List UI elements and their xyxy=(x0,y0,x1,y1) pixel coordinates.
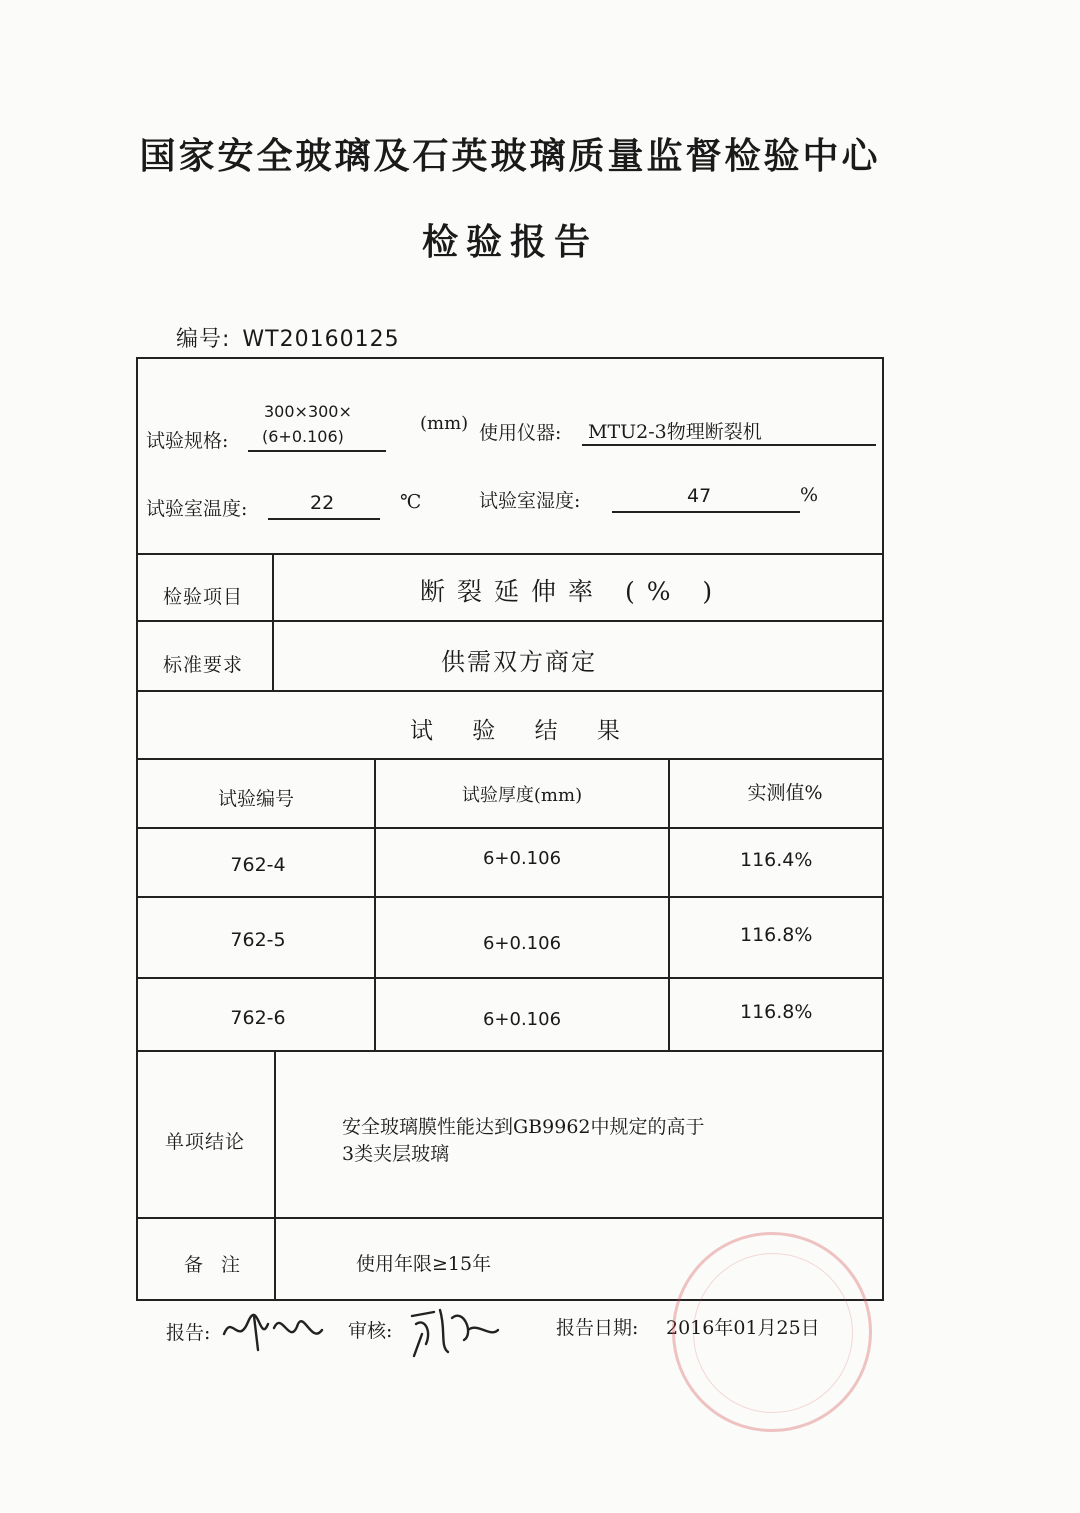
spec-underline xyxy=(248,450,386,452)
conclusion-line2: 3类夹层玻璃 xyxy=(342,1143,450,1165)
report-date-label: 报告日期: xyxy=(556,1317,639,1339)
standard-value: 供需双方商定 xyxy=(441,648,597,676)
divider xyxy=(136,758,884,760)
row-measured: 116.8% xyxy=(740,1001,813,1023)
temp-label: 试验室温度: xyxy=(146,498,248,520)
report-date-value: 2016年01月25日 xyxy=(666,1317,820,1339)
row-measured: 116.8% xyxy=(740,924,813,946)
remarks-value: 使用年限≥15年 xyxy=(356,1253,492,1275)
page-subtitle: 检验报告 xyxy=(421,222,598,263)
column-header-measured: 实测值% xyxy=(747,782,823,804)
item-value: 断裂延伸率 (% ) xyxy=(420,577,725,606)
standard-label: 标准要求 xyxy=(163,654,244,676)
official-seal-icon xyxy=(672,1232,872,1432)
row-id: 762-6 xyxy=(230,1007,286,1029)
row-thickness: 6+0.106 xyxy=(482,848,562,869)
divider xyxy=(136,690,884,692)
humidity-unit: % xyxy=(800,484,819,506)
row-thickness: 6+0.106 xyxy=(482,933,562,954)
divider xyxy=(136,553,884,555)
instrument-label: 使用仪器: xyxy=(479,422,562,444)
remarks-label: 备 注 xyxy=(184,1254,247,1276)
spec-value-line2: (6+0.106) xyxy=(262,427,344,446)
divider xyxy=(136,977,884,979)
row-thickness: 6+0.106 xyxy=(482,1009,562,1030)
reviewer-signature xyxy=(404,1300,504,1360)
divider xyxy=(274,1050,276,1301)
reporter-signature xyxy=(218,1304,328,1354)
row-id: 762-4 xyxy=(230,854,286,876)
temp-underline xyxy=(268,518,380,520)
divider xyxy=(272,553,274,691)
report-number xyxy=(176,322,400,353)
spec-unit: (mm) xyxy=(420,413,469,434)
reviewer-label: 审核: xyxy=(348,1320,393,1342)
temp-value: 22 xyxy=(310,492,335,514)
divider xyxy=(136,1217,884,1219)
report-number-value: WT20160125 xyxy=(242,327,400,352)
results-heading: 试 验 结 果 xyxy=(410,718,636,744)
page-title: 国家安全玻璃及石英玻璃质量监督检验中心 xyxy=(139,136,881,177)
humidity-value: 47 xyxy=(687,485,712,507)
divider xyxy=(136,896,884,898)
instrument-underline xyxy=(582,444,876,446)
conclusion-line1: 安全玻璃膜性能达到GB9962中规定的高于 xyxy=(342,1116,705,1138)
column-header-id: 试验编号 xyxy=(217,788,294,810)
report-number-label: 编号: xyxy=(176,327,231,352)
spec-value-line1: 300×300× xyxy=(264,402,352,421)
humidity-label: 试验室湿度: xyxy=(479,490,581,512)
divider xyxy=(136,827,884,829)
reporter-label: 报告: xyxy=(166,1322,211,1344)
divider xyxy=(136,620,884,622)
conclusion-label: 单项结论 xyxy=(165,1131,246,1153)
column-header-thickness: 试验厚度(mm) xyxy=(461,785,583,806)
item-label: 检验项目 xyxy=(163,586,244,608)
temp-unit: ℃ xyxy=(400,491,422,513)
humidity-underline xyxy=(612,511,800,513)
divider xyxy=(136,1050,884,1052)
spec-label: 试验规格: xyxy=(146,430,229,452)
row-measured: 116.4% xyxy=(740,849,813,871)
instrument-value: MTU2-3物理断裂机 xyxy=(588,421,762,443)
row-id: 762-5 xyxy=(230,929,286,951)
